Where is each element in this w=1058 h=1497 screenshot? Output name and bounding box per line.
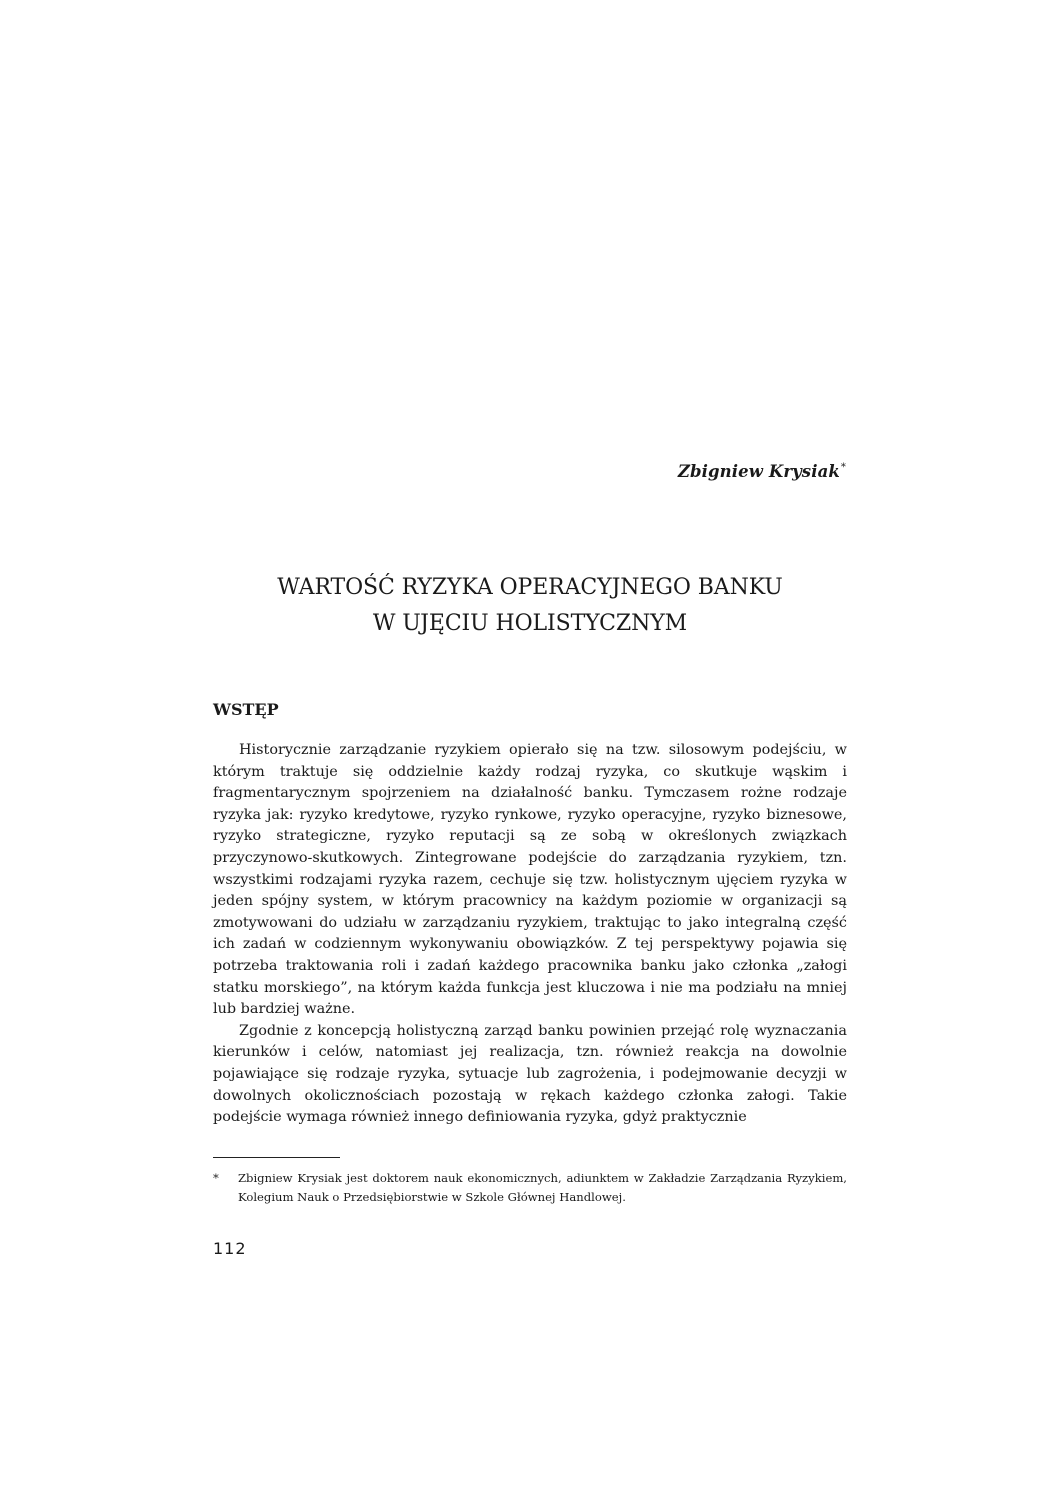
article-title-line-2: W UJĘCIU HOLISTYCZNYM — [372, 611, 688, 636]
page-number: 112 — [213, 1239, 247, 1258]
paragraph-2: Zgodnie z koncepcją holistyczną zarząd banku powinien przejąć rolę wyznaczania kierunków i celów, natomiast jej realizacja, tzn. również reakcja na dowolnie pojawiające się rodzaje ryzyka, sytuacje lub zagrożenia, i podejmowanie decyzji w dowolnych okolicznościach pozostają w rękach każdego członka załogi. Takie podejście wymaga również innego definiowania ryzyka, gdyż praktycznie — [213, 1022, 847, 1126]
author-footnote-mark: * — [840, 462, 846, 473]
body-text — [213, 740, 847, 1129]
footnote-divider — [213, 1157, 340, 1158]
paragraph-1: Historycznie zarządzanie ryzykiem opierało się na tzw. silosowym podejściu, w którym traktuje się oddzielnie każdy rodzaj ryzyka, co skutkuje wąskim i fragmentarycznym spojrzeniem na działalność banku. Tymczasem rożne rodzaje ryzyka jak: ryzyko kredytowe, ryzyko rynkowe, ryzyko operacyjne, ryzyko biznesowe, ryzyko strategiczne, ryzyko reputacji są ze sobą w określonych związkach przyczynowo-skutkowych. Zintegrowane podejście do zarządzania ryzykiem, tzn. wszystkimi rodzajami ryzyka razem, cechuje się tzw. holistycznym ujęciem ryzyka w jeden spójny system, w którym pracownicy na każdym poziomie w organizacji są zmotywowani do udziału w zarządzaniu ryzykiem, traktując to jako integralną część ich zadań w codziennym wykonywaniu obowiązków. Z tej perspektywy pojawia się potrzeba traktowania roli i zadań każdego pracownika banku jako członka „załogi statku morskiego”, na którym każda funkcja jest kluczowa i nie ma podziału na mniej lub bardziej ważne. — [213, 742, 847, 1018]
footnote-text: Zbigniew Krysiak jest doktorem nauk ekonomicznych, adiunktem w Zakładzie Zarządzania Ryzykiem, Kolegium Nauk o Przedsiębiorstwie w Szkole Głównej Handlowej. — [238, 1171, 847, 1204]
author-name — [678, 462, 846, 481]
footnote — [213, 1169, 847, 1207]
article-title-line-1: WARTOŚĆ RYZYKA OPERACYJNEGO BANKU — [277, 575, 783, 600]
section-heading: WSTĘP — [213, 700, 279, 719]
footnote-mark: * — [213, 1171, 219, 1185]
article-title — [150, 570, 910, 642]
author-name-text: Zbigniew Krysiak — [677, 462, 840, 481]
